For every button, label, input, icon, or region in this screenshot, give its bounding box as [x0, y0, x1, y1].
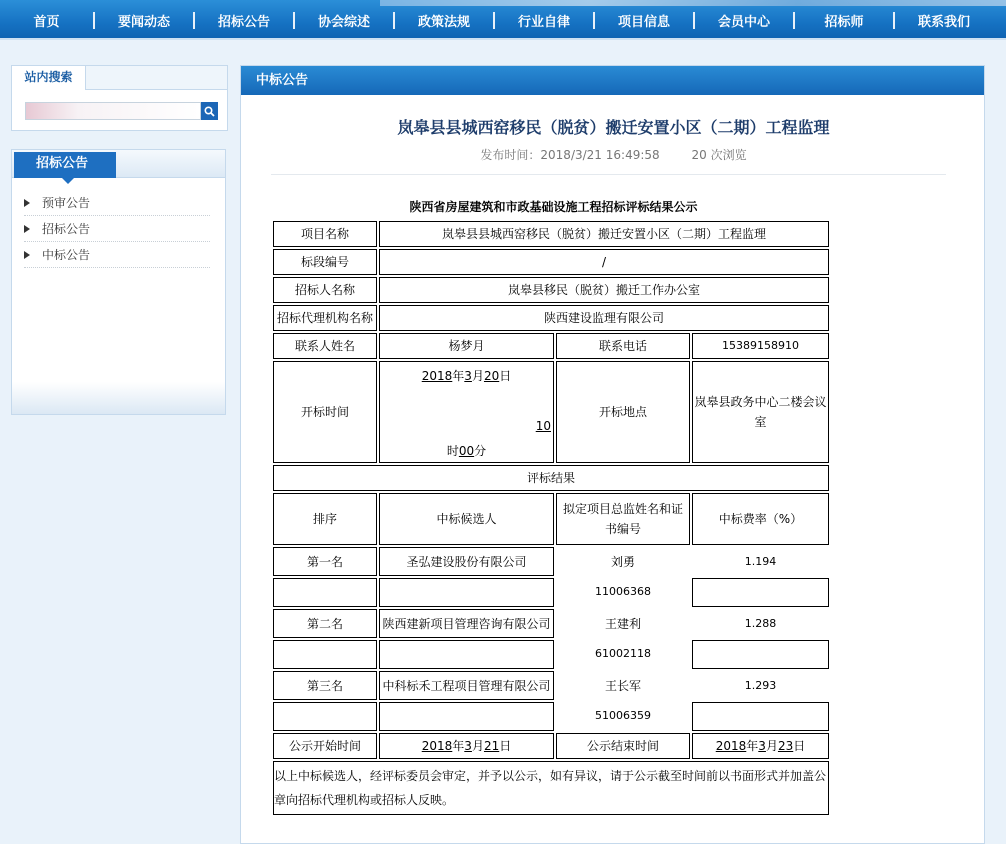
cell-label: 招标代理机构名称	[273, 305, 377, 331]
candidate-name: 陕西建新项目管理咨询有限公司	[379, 609, 554, 638]
empty-cell	[273, 702, 377, 731]
search-input[interactable]	[25, 102, 201, 120]
nav-list	[0, 8, 1006, 32]
empty-cell	[692, 578, 829, 607]
triangle-bullet-icon	[24, 251, 30, 259]
site-search-panel	[11, 65, 228, 131]
document-title: 陕西省房屋建筑和市政基础设施工程招标评标结果公示	[409, 200, 698, 214]
cell-label: 联系电话	[556, 333, 690, 359]
result-table	[271, 219, 831, 817]
table-row	[273, 640, 829, 669]
triangle-bullet-icon	[24, 225, 30, 233]
category-panel	[11, 149, 226, 415]
table-row	[273, 761, 829, 815]
result-heading: 评标结果	[273, 465, 829, 491]
contact-phone: 15389158910	[692, 333, 829, 359]
nav-self-regulation[interactable]: 行业自律	[517, 14, 570, 30]
section-number: /	[379, 249, 829, 275]
table-row	[273, 547, 829, 576]
candidate-name: 中科标禾工程项目管理有限公司	[379, 671, 554, 700]
main-header: 中标公告	[241, 66, 984, 95]
table-row	[273, 277, 829, 303]
article-meta	[241, 146, 986, 163]
director-cell	[556, 609, 690, 669]
empty-cell	[692, 702, 829, 731]
candidate-rate: 1.293	[744, 678, 777, 692]
search-button[interactable]	[201, 102, 218, 120]
contact-name: 杨梦月	[379, 333, 554, 359]
nav-policy[interactable]: 政策法规	[417, 14, 470, 30]
column-header: 排序	[273, 493, 377, 545]
nav-home[interactable]: 首页	[33, 14, 60, 30]
banner-decoration	[380, 0, 1006, 6]
project-name: 岚皋县县城西窑移民（脱贫）搬迁安置小区（二期）工程监理	[379, 221, 829, 247]
table-row	[273, 671, 829, 700]
tenderer-name: 岚皋县移民（脱贫）搬迁工作办公室	[379, 277, 829, 303]
cell-label: 开标时间	[273, 361, 377, 463]
director-cell	[556, 547, 690, 607]
triangle-bullet-icon	[24, 199, 30, 207]
director-cert: 51006359	[595, 709, 651, 722]
table-row	[273, 465, 829, 491]
table-row	[273, 578, 829, 607]
agency-name: 陕西建设监理有限公司	[379, 305, 829, 331]
column-header: 中标费率（%）	[692, 493, 829, 545]
table-header-row	[273, 493, 829, 545]
magnifier-icon	[204, 106, 215, 117]
director-cert: 61002118	[595, 647, 651, 660]
candidate-rank: 第二名	[273, 609, 377, 638]
sidebar-item-label[interactable]: 中标公告	[42, 248, 91, 262]
candidate-rate: 1.194	[744, 554, 777, 568]
table-row	[273, 361, 829, 463]
open-place: 岚皋县政务中心二楼会议室	[692, 361, 829, 463]
top-nav	[0, 0, 1006, 40]
main-panel	[240, 65, 985, 844]
table-row	[273, 333, 829, 359]
director-name: 刘勇	[610, 555, 635, 569]
table-row	[273, 249, 829, 275]
publicity-end: 2018年3月23日	[692, 733, 829, 759]
empty-cell	[692, 640, 829, 669]
nav-projects[interactable]: 项目信息	[617, 14, 670, 30]
sidebar-item-tender[interactable]	[24, 216, 210, 242]
category-header	[12, 150, 225, 178]
nav-bottom-strip	[0, 38, 1006, 40]
nav-about[interactable]: 协会综述	[317, 14, 370, 30]
footer-note: 以上中标候选人，经评标委员会审定，并予以公示，如有异议，请于公示截至时间前以书面形式并加盖公章向招标代理机构或招标人反映。	[273, 761, 829, 815]
open-time-content	[380, 362, 553, 462]
view-count: 20 次浏览	[691, 148, 747, 162]
cell-label: 标段编号	[273, 249, 377, 275]
nav-contact[interactable]: 联系我们	[917, 14, 970, 30]
column-header: 中标候选人	[379, 493, 554, 545]
column-header: 拟定项目总监姓名和证书编号	[556, 493, 690, 545]
cell-label: 联系人姓名	[273, 333, 377, 359]
candidate-rate: 1.288	[744, 616, 777, 630]
open-date: 2018年3月20日	[421, 369, 512, 383]
table-row	[273, 609, 829, 638]
category-footer	[12, 382, 225, 414]
nav-tender[interactable]: 招标公告	[217, 14, 270, 30]
open-minute: 时00分	[446, 444, 487, 458]
empty-cell	[273, 578, 377, 607]
open-hour: 10	[535, 419, 551, 433]
empty-cell	[273, 640, 377, 669]
cell-label: 公示结束时间	[556, 733, 690, 759]
cell-label: 公示开始时间	[273, 733, 377, 759]
cell-label: 项目名称	[273, 221, 377, 247]
divider	[271, 174, 946, 175]
table-row	[273, 221, 829, 247]
director-name: 王建利	[604, 617, 641, 631]
category-title: 招标公告	[14, 152, 116, 178]
candidate-rank: 第三名	[273, 671, 377, 700]
director-cell	[556, 671, 690, 731]
open-time	[379, 361, 554, 463]
table-row	[273, 702, 829, 731]
cell-label: 招标人名称	[273, 277, 377, 303]
publicity-start: 2018年3月21日	[379, 733, 554, 759]
publish-time: 发布时间：2018/3/21 16:49:58	[480, 148, 660, 162]
category-list	[24, 190, 210, 268]
table-row	[273, 305, 829, 331]
empty-cell	[379, 640, 554, 669]
sidebar-item-label[interactable]: 招标公告	[42, 222, 91, 236]
sidebar-item-prequal[interactable]	[24, 190, 210, 216]
tab-pointer-icon	[62, 178, 74, 184]
empty-cell	[379, 578, 554, 607]
director-cert: 11006368	[595, 585, 651, 598]
article-title: 岚皋县县城西窑移民（脱贫）搬迁安置小区（二期）工程监理	[397, 118, 830, 137]
sidebar-item-award[interactable]	[24, 242, 210, 268]
search-title: 站内搜索	[12, 66, 86, 90]
cell-label: 开标地点	[556, 361, 690, 463]
nav-members[interactable]: 会员中心	[717, 14, 770, 30]
candidate-rank: 第一名	[273, 547, 377, 576]
nav-news[interactable]: 要闻动态	[117, 14, 170, 30]
empty-cell	[379, 702, 554, 731]
director-name: 王长军	[604, 679, 641, 693]
nav-bidding-engineer[interactable]: 招标师	[824, 14, 864, 30]
sidebar-item-label[interactable]: 预审公告	[42, 196, 91, 210]
table-row	[273, 733, 829, 759]
candidate-name: 圣弘建设股份有限公司	[379, 547, 554, 576]
